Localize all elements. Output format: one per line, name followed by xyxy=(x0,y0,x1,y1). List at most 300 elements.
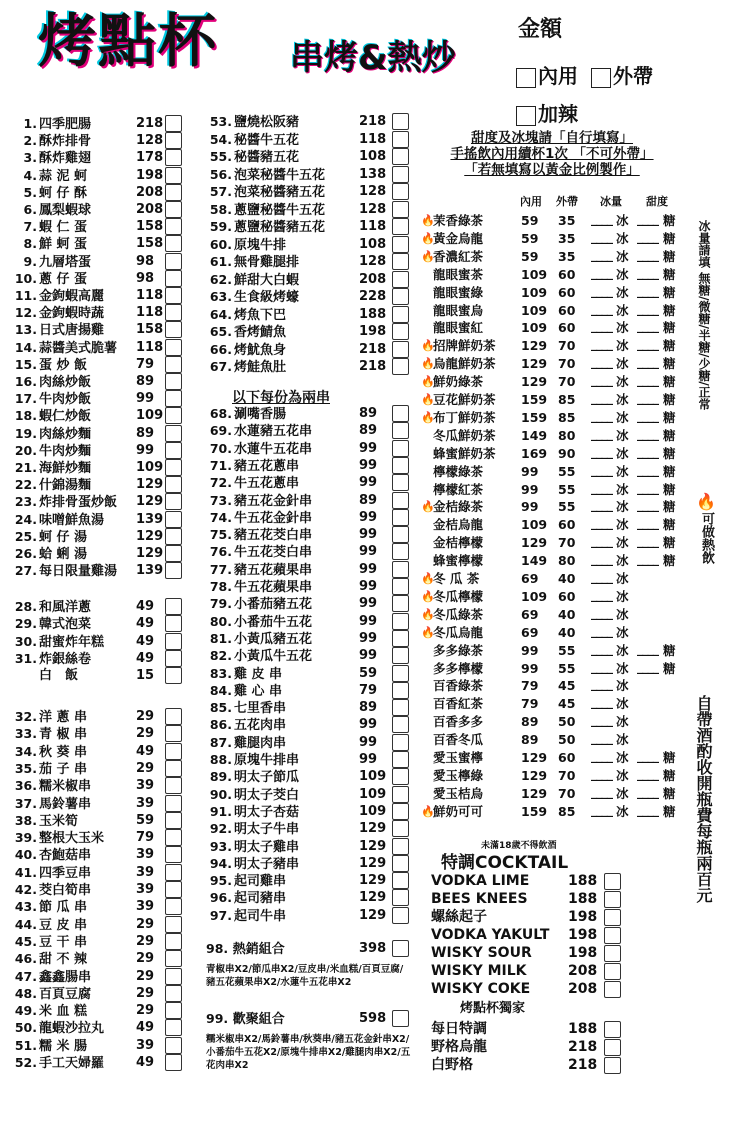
menu-item-row xyxy=(12,425,182,442)
sugar-blank[interactable]: ____ xyxy=(637,765,658,781)
quantity-checkbox[interactable] xyxy=(165,545,182,562)
ice-blank[interactable]: ____ xyxy=(591,336,612,352)
sugar-label: 糖 xyxy=(663,302,676,318)
ice-blank[interactable]: ____ xyxy=(591,801,612,817)
menu-item-name: 節 瓜 串 xyxy=(39,900,88,916)
quantity-checkbox[interactable] xyxy=(165,881,182,898)
quantity-checkbox[interactable] xyxy=(392,323,409,340)
menu-item-name: 烤魚下巴 xyxy=(234,307,287,323)
sugar-blank[interactable]: ____ xyxy=(637,246,658,262)
cocktail-price: 198 xyxy=(568,909,598,925)
menu-item-number: 52. xyxy=(14,1055,37,1070)
menu-item-name: 豬五花茭白串 xyxy=(234,528,313,544)
quantity-checkbox[interactable] xyxy=(165,356,182,373)
ice-blank[interactable]: ____ xyxy=(591,783,612,799)
menu-item-price: 109 xyxy=(136,408,164,424)
menu-item-number: 40. xyxy=(14,847,37,863)
menu-item-row xyxy=(206,183,412,200)
menu-item-number: 61. xyxy=(209,254,232,269)
flame-icon: 🔥 xyxy=(421,500,435,514)
quantity-checkbox[interactable] xyxy=(392,271,409,288)
quantity-checkbox[interactable] xyxy=(392,113,409,130)
sugar-blank[interactable]: ____ xyxy=(637,318,658,334)
menu-item-name: 鑫鑫腸串 xyxy=(39,969,92,985)
ice-label: 冰 xyxy=(616,230,629,246)
quantity-checkbox[interactable] xyxy=(165,846,182,863)
spicy-checkbox[interactable] xyxy=(516,106,536,126)
menu-item-number: 20. xyxy=(14,442,37,458)
sugar-blank[interactable]: ____ xyxy=(637,443,658,459)
menu-item-number: 89. xyxy=(209,769,232,785)
menu-item-row xyxy=(12,184,182,201)
menu-item-row xyxy=(12,407,182,424)
menu-item-row xyxy=(12,916,182,933)
cocktail-price: 198 xyxy=(568,927,598,943)
quantity-checkbox[interactable] xyxy=(165,812,182,829)
quantity-checkbox[interactable] xyxy=(392,665,409,682)
menu-item-row xyxy=(206,855,412,872)
quantity-checkbox[interactable] xyxy=(604,945,621,962)
exclusive-name: 每日特調 xyxy=(431,1021,487,1037)
quantity-checkbox[interactable] xyxy=(165,373,182,390)
quantity-checkbox[interactable] xyxy=(604,927,621,944)
ice-blank[interactable]: ____ xyxy=(591,586,612,602)
quantity-checkbox[interactable] xyxy=(165,270,182,287)
quantity-checkbox[interactable] xyxy=(392,803,409,820)
menu-item-price: 89 xyxy=(359,700,378,716)
ice-blank[interactable]: ____ xyxy=(591,318,612,334)
ice-blank[interactable]: ____ xyxy=(591,497,612,513)
drink-dine-price: 99 xyxy=(521,481,539,497)
menu-item-name: 九層塔蛋 xyxy=(39,254,92,270)
exclusive-title: 烤點杯獨家 xyxy=(460,1001,526,1016)
menu-item-name: 豆 干 串 xyxy=(39,934,88,950)
menu-item-number: 53. xyxy=(209,114,232,129)
quantity-checkbox[interactable] xyxy=(165,795,182,812)
ice-blank[interactable]: ____ xyxy=(591,354,612,370)
sugar-blank[interactable]: ____ xyxy=(637,264,658,280)
drink-name: 檸檬紅茶 xyxy=(433,481,484,497)
ice-label: 冰 xyxy=(616,374,629,390)
quantity-checkbox[interactable] xyxy=(604,891,621,908)
drink-row xyxy=(421,713,691,731)
quantity-checkbox[interactable] xyxy=(165,459,182,476)
ice-label: 冰 xyxy=(616,320,629,336)
drink-takeout-price: 55 xyxy=(558,660,576,676)
ice-blank[interactable]: ____ xyxy=(591,390,612,405)
ice-blank[interactable]: ____ xyxy=(591,551,612,567)
drink-name: 蜂蜜檸檬 xyxy=(433,553,484,569)
quantity-checkbox[interactable] xyxy=(165,304,182,321)
sugar-blank[interactable]: ____ xyxy=(637,425,658,441)
quantity-checkbox[interactable] xyxy=(165,390,182,407)
ice-blank[interactable]: ____ xyxy=(591,712,612,728)
drink-dine-price: 89 xyxy=(521,714,539,730)
ice-blank[interactable]: ____ xyxy=(591,425,612,441)
sugar-blank[interactable]: ____ xyxy=(637,801,658,817)
quantity-checkbox[interactable] xyxy=(165,760,182,777)
quantity-checkbox[interactable] xyxy=(392,855,409,872)
quantity-checkbox[interactable] xyxy=(165,235,182,252)
quantity-checkbox[interactable] xyxy=(392,889,409,906)
quantity-checkbox[interactable] xyxy=(392,734,409,751)
menu-item-price: 89 xyxy=(136,374,155,389)
menu-item-number: 68. xyxy=(209,406,232,421)
quantity-checkbox[interactable] xyxy=(165,407,182,424)
ice-blank[interactable]: ____ xyxy=(591,604,612,620)
menu-item-row xyxy=(206,271,412,288)
ice-blank[interactable]: ____ xyxy=(591,461,612,477)
quantity-checkbox[interactable] xyxy=(165,442,182,459)
quantity-checkbox[interactable] xyxy=(165,743,182,760)
ice-blank[interactable]: ____ xyxy=(591,282,612,298)
quantity-checkbox[interactable] xyxy=(165,708,182,725)
quantity-checkbox[interactable] xyxy=(165,1054,182,1071)
sugar-blank[interactable]: ____ xyxy=(637,748,658,763)
quantity-checkbox[interactable] xyxy=(604,909,621,926)
quantity-checkbox[interactable] xyxy=(165,253,182,270)
quantity-checkbox[interactable] xyxy=(165,777,182,794)
ice-blank[interactable]: ____ xyxy=(591,748,612,763)
ice-blank[interactable]: ____ xyxy=(591,211,612,226)
menu-item-name: 肉絲炒飯 xyxy=(39,375,92,390)
menu-item-row xyxy=(206,716,412,733)
menu-item-row xyxy=(12,167,182,184)
menu-item-row xyxy=(206,734,412,751)
quantity-checkbox[interactable] xyxy=(392,422,409,439)
quantity-checkbox[interactable] xyxy=(165,725,182,742)
sugar-blank[interactable]: ____ xyxy=(637,336,658,352)
quantity-checkbox[interactable] xyxy=(165,476,182,493)
quantity-checkbox[interactable] xyxy=(165,633,182,650)
sugar-blank[interactable]: ____ xyxy=(637,551,658,567)
ice-blank[interactable]: ____ xyxy=(591,407,612,423)
drink-dine-price: 109 xyxy=(521,517,548,533)
menu-item-name: 牛肉炒麵 xyxy=(39,443,92,459)
flame-icon: 🔥 xyxy=(421,410,435,424)
menu-item-name: 甜 不 辣 xyxy=(39,952,88,968)
menu-item-price: 99 xyxy=(359,457,378,473)
menu-item-price: 99 xyxy=(359,509,378,525)
quantity-checkbox[interactable] xyxy=(165,650,182,667)
drink-dine-price: 59 xyxy=(521,213,539,228)
takeout-checkbox[interactable] xyxy=(591,68,611,88)
quantity-checkbox[interactable] xyxy=(604,981,621,998)
ice-label: 冰 xyxy=(616,803,629,819)
ice-label: 冰 xyxy=(616,642,629,658)
quantity-checkbox[interactable] xyxy=(604,1039,621,1056)
quantity-checkbox[interactable] xyxy=(165,1019,182,1036)
ice-blank[interactable]: ____ xyxy=(591,622,612,638)
menu-item-row xyxy=(206,647,412,664)
drink-name: 冬瓜烏龍 xyxy=(433,624,484,640)
menu-item-row xyxy=(12,598,182,615)
menu-item-row xyxy=(12,881,182,898)
quantity-checkbox[interactable] xyxy=(392,341,409,358)
menu-item-number: 14. xyxy=(14,339,37,355)
quantity-checkbox[interactable] xyxy=(392,595,409,612)
sugar-blank[interactable]: ____ xyxy=(637,390,658,405)
menu-item-number: 24. xyxy=(14,511,37,527)
sugar-blank[interactable]: ____ xyxy=(637,461,658,477)
menu-item-name: 明太子牛串 xyxy=(234,822,300,838)
menu-item-name: 四季肥腸 xyxy=(39,117,92,132)
menu-item-number: 87. xyxy=(209,734,232,750)
menu-item-row xyxy=(206,509,412,526)
quantity-checkbox[interactable] xyxy=(392,786,409,803)
menu-item-price: 109 xyxy=(359,786,387,802)
quantity-checkbox[interactable] xyxy=(165,950,182,967)
menu-item-number: 78. xyxy=(209,579,232,594)
quantity-checkbox[interactable] xyxy=(165,968,182,985)
ice-label: 冰 xyxy=(616,302,629,318)
menu-item-name: 鮮甜大白蝦 xyxy=(234,272,300,288)
quantity-checkbox[interactable] xyxy=(392,699,409,716)
menu-item-number: 46. xyxy=(14,951,37,967)
quantity-checkbox[interactable] xyxy=(165,425,182,442)
menu-item-number: 55. xyxy=(209,149,232,164)
sugar-blank[interactable]: ____ xyxy=(637,640,658,656)
drink-name: 冬瓜檸檬 xyxy=(433,588,484,604)
drink-dine-price: 59 xyxy=(521,230,539,246)
quantity-checkbox[interactable] xyxy=(165,201,182,218)
ice-blank[interactable]: ____ xyxy=(591,658,612,674)
quantity-checkbox[interactable] xyxy=(392,253,409,270)
quantity-checkbox[interactable] xyxy=(165,115,182,132)
drink-dine-price: 59 xyxy=(521,248,539,264)
menu-item-number: 82. xyxy=(209,648,232,664)
quantity-checkbox[interactable] xyxy=(392,647,409,664)
sugar-label: 糖 xyxy=(663,767,676,783)
menu-item-number: 30. xyxy=(14,633,37,649)
quantity-checkbox[interactable] xyxy=(604,1057,621,1074)
quantity-checkbox[interactable] xyxy=(392,872,409,889)
ice-blank[interactable]: ____ xyxy=(591,533,612,549)
quantity-checkbox[interactable] xyxy=(392,543,409,560)
menu-item-name: 無骨雞腿排 xyxy=(234,255,300,270)
quantity-checkbox[interactable] xyxy=(165,511,182,528)
quantity-checkbox[interactable] xyxy=(165,493,182,510)
menu-item-price: 49 xyxy=(136,616,155,632)
menu-item-name: 蔥鹽秘醬牛五花 xyxy=(234,202,326,218)
quantity-checkbox[interactable] xyxy=(165,933,182,950)
ice-blank[interactable]: ____ xyxy=(591,569,612,584)
menu-item-row xyxy=(12,287,182,304)
quantity-checkbox[interactable] xyxy=(165,339,182,356)
quantity-checkbox[interactable] xyxy=(165,916,182,933)
sugar-blank[interactable]: ____ xyxy=(637,407,658,423)
ice-blank[interactable]: ____ xyxy=(591,730,612,746)
combo-2-checkbox[interactable] xyxy=(392,1010,409,1027)
ice-blank[interactable]: ____ xyxy=(591,246,612,262)
quantity-checkbox[interactable] xyxy=(392,440,409,457)
ice-blank[interactable]: ____ xyxy=(591,765,612,781)
quantity-checkbox[interactable] xyxy=(604,963,621,980)
menu-item-number: 95. xyxy=(209,873,232,889)
drink-takeout-price: 60 xyxy=(558,588,576,604)
quantity-checkbox[interactable] xyxy=(392,474,409,491)
quantity-checkbox[interactable] xyxy=(165,829,182,846)
menu-item-number: 22. xyxy=(14,477,37,493)
quantity-checkbox[interactable] xyxy=(165,321,182,338)
quantity-checkbox[interactable] xyxy=(392,630,409,647)
drink-takeout-price: 50 xyxy=(558,732,576,748)
quantity-checkbox[interactable] xyxy=(165,218,182,235)
ice-blank[interactable]: ____ xyxy=(591,479,612,495)
cocktail-name: BEES KNEES xyxy=(431,891,528,907)
menu-item-price: 99 xyxy=(136,442,155,458)
quantity-checkbox[interactable] xyxy=(165,528,182,545)
ice-blank[interactable]: ____ xyxy=(591,372,612,388)
ice-blank[interactable]: ____ xyxy=(591,228,612,244)
quantity-checkbox[interactable] xyxy=(165,667,182,684)
quantity-checkbox[interactable] xyxy=(392,613,409,630)
drink-dine-price: 99 xyxy=(521,642,539,658)
quantity-checkbox[interactable] xyxy=(392,561,409,578)
drink-dine-price: 159 xyxy=(521,803,548,819)
quantity-checkbox[interactable] xyxy=(165,287,182,304)
quantity-checkbox[interactable] xyxy=(165,985,182,1002)
quantity-checkbox[interactable] xyxy=(604,873,621,890)
ice-blank[interactable]: ____ xyxy=(591,694,612,710)
exclusive-price: 188 xyxy=(568,1021,598,1037)
menu-item-price: 109 xyxy=(359,803,387,819)
quantity-checkbox[interactable] xyxy=(165,598,182,615)
menu-item-number: 42. xyxy=(14,882,37,897)
drink-dine-price: 69 xyxy=(521,606,539,622)
quantity-checkbox[interactable] xyxy=(392,509,409,526)
dine-in-checkbox[interactable] xyxy=(516,68,536,88)
quantity-checkbox[interactable] xyxy=(392,768,409,785)
quantity-checkbox[interactable] xyxy=(165,149,182,166)
ice-blank[interactable]: ____ xyxy=(591,676,612,692)
menu-item-row xyxy=(206,561,412,578)
quantity-checkbox[interactable] xyxy=(392,751,409,768)
quantity-checkbox[interactable] xyxy=(392,838,409,855)
quantity-checkbox[interactable] xyxy=(392,907,409,924)
quantity-checkbox[interactable] xyxy=(392,236,409,253)
sugar-label: 糖 xyxy=(663,266,676,282)
quantity-checkbox[interactable] xyxy=(392,148,409,165)
sugar-blank[interactable]: ____ xyxy=(637,211,658,226)
ice-blank[interactable]: ____ xyxy=(591,443,612,459)
quantity-checkbox[interactable] xyxy=(165,898,182,915)
drink-row xyxy=(421,695,691,713)
menu-item-number: 21. xyxy=(14,460,37,475)
menu-item-price: 228 xyxy=(359,289,387,304)
sugar-blank[interactable]: ____ xyxy=(637,515,658,531)
quantity-checkbox[interactable] xyxy=(165,1002,182,1019)
menu-item-name: 小番茄豬五花 xyxy=(234,597,313,613)
ice-blank[interactable]: ____ xyxy=(591,515,612,531)
menu-item-number: 39. xyxy=(14,830,37,846)
quantity-checkbox[interactable] xyxy=(392,716,409,733)
quantity-checkbox[interactable] xyxy=(392,201,409,218)
sugar-blank[interactable]: ____ xyxy=(637,354,658,370)
quantity-checkbox[interactable] xyxy=(392,358,409,375)
quantity-checkbox[interactable] xyxy=(165,132,182,149)
quantity-checkbox[interactable] xyxy=(392,820,409,837)
sugar-blank[interactable]: ____ xyxy=(637,479,658,495)
quantity-checkbox[interactable] xyxy=(165,562,182,579)
drink-dine-price: 109 xyxy=(521,266,548,282)
menu-item-name: 龍蝦沙拉丸 xyxy=(39,1021,105,1037)
drink-dine-price: 169 xyxy=(521,445,548,461)
quantity-checkbox[interactable] xyxy=(392,682,409,699)
menu-item-number: 27. xyxy=(14,563,37,579)
quantity-checkbox[interactable] xyxy=(165,184,182,201)
menu-item-number: 94. xyxy=(209,855,232,871)
ice-blank[interactable]: ____ xyxy=(591,640,612,656)
sugar-blank[interactable]: ____ xyxy=(637,658,658,674)
sugar-blank[interactable]: ____ xyxy=(637,783,658,799)
quantity-checkbox[interactable] xyxy=(392,405,409,422)
menu-item-name: 味噌鮮魚湯 xyxy=(39,512,105,528)
menu-item-name: 起司雞串 xyxy=(234,874,287,890)
quantity-checkbox[interactable] xyxy=(165,1037,182,1054)
quantity-checkbox[interactable] xyxy=(165,615,182,632)
menu-item-number: 74. xyxy=(209,509,232,525)
quantity-checkbox[interactable] xyxy=(392,578,409,595)
drink-takeout-price: 60 xyxy=(558,750,576,765)
menu-item-name: 小黃瓜豬五花 xyxy=(234,631,313,647)
menu-item-price: 218 xyxy=(359,341,387,357)
menu-item-price: 108 xyxy=(359,149,387,164)
menu-item-row xyxy=(12,562,182,579)
sugar-blank[interactable]: ____ xyxy=(637,497,658,513)
quantity-checkbox[interactable] xyxy=(604,1021,621,1038)
quantity-checkbox[interactable] xyxy=(392,457,409,474)
flame-icon: 🔥 xyxy=(421,572,435,585)
ice-blank[interactable]: ____ xyxy=(591,300,612,316)
menu-item-price: 118 xyxy=(136,288,164,303)
quantity-checkbox[interactable] xyxy=(165,167,182,184)
sugar-label: 糖 xyxy=(663,553,676,569)
menu-item-number: 29. xyxy=(14,616,37,632)
quantity-checkbox[interactable] xyxy=(392,131,409,148)
menu-item-name: 蔥 仔 蛋 xyxy=(39,271,88,287)
quantity-checkbox[interactable] xyxy=(392,166,409,183)
menu-item-name: 日式唐揚雞 xyxy=(39,323,105,339)
ice-label: 冰 xyxy=(616,660,629,676)
drink-dine-price: 129 xyxy=(521,750,548,765)
quantity-checkbox[interactable] xyxy=(165,864,182,881)
menu-item-number: 1. xyxy=(23,116,37,131)
quantity-checkbox[interactable] xyxy=(392,183,409,200)
quantity-checkbox[interactable] xyxy=(392,218,409,235)
ice-blank[interactable]: ____ xyxy=(591,264,612,280)
ice-label: 冰 xyxy=(616,338,629,354)
sugar-label: 糖 xyxy=(663,642,676,658)
drink-dine-price: 69 xyxy=(521,571,539,586)
sugar-blank[interactable]: ____ xyxy=(637,300,658,316)
quantity-checkbox[interactable] xyxy=(392,526,409,543)
sugar-blank[interactable]: ____ xyxy=(637,533,658,549)
sugar-blank[interactable]: ____ xyxy=(637,282,658,298)
menu-item-number: 34. xyxy=(14,743,37,759)
sugar-blank[interactable]: ____ xyxy=(637,372,658,388)
sugar-blank[interactable]: ____ xyxy=(637,228,658,244)
drink-takeout-price: 50 xyxy=(558,714,576,730)
menu-item-row xyxy=(12,968,182,985)
menu-item-name: 起司豬串 xyxy=(234,891,287,907)
combo-1-checkbox[interactable] xyxy=(392,940,409,957)
quantity-checkbox[interactable] xyxy=(392,492,409,509)
drink-name: 金桔綠茶 xyxy=(433,499,484,515)
quantity-checkbox[interactable] xyxy=(392,288,409,305)
quantity-checkbox[interactable] xyxy=(392,306,409,323)
menu-item-row xyxy=(206,236,412,253)
